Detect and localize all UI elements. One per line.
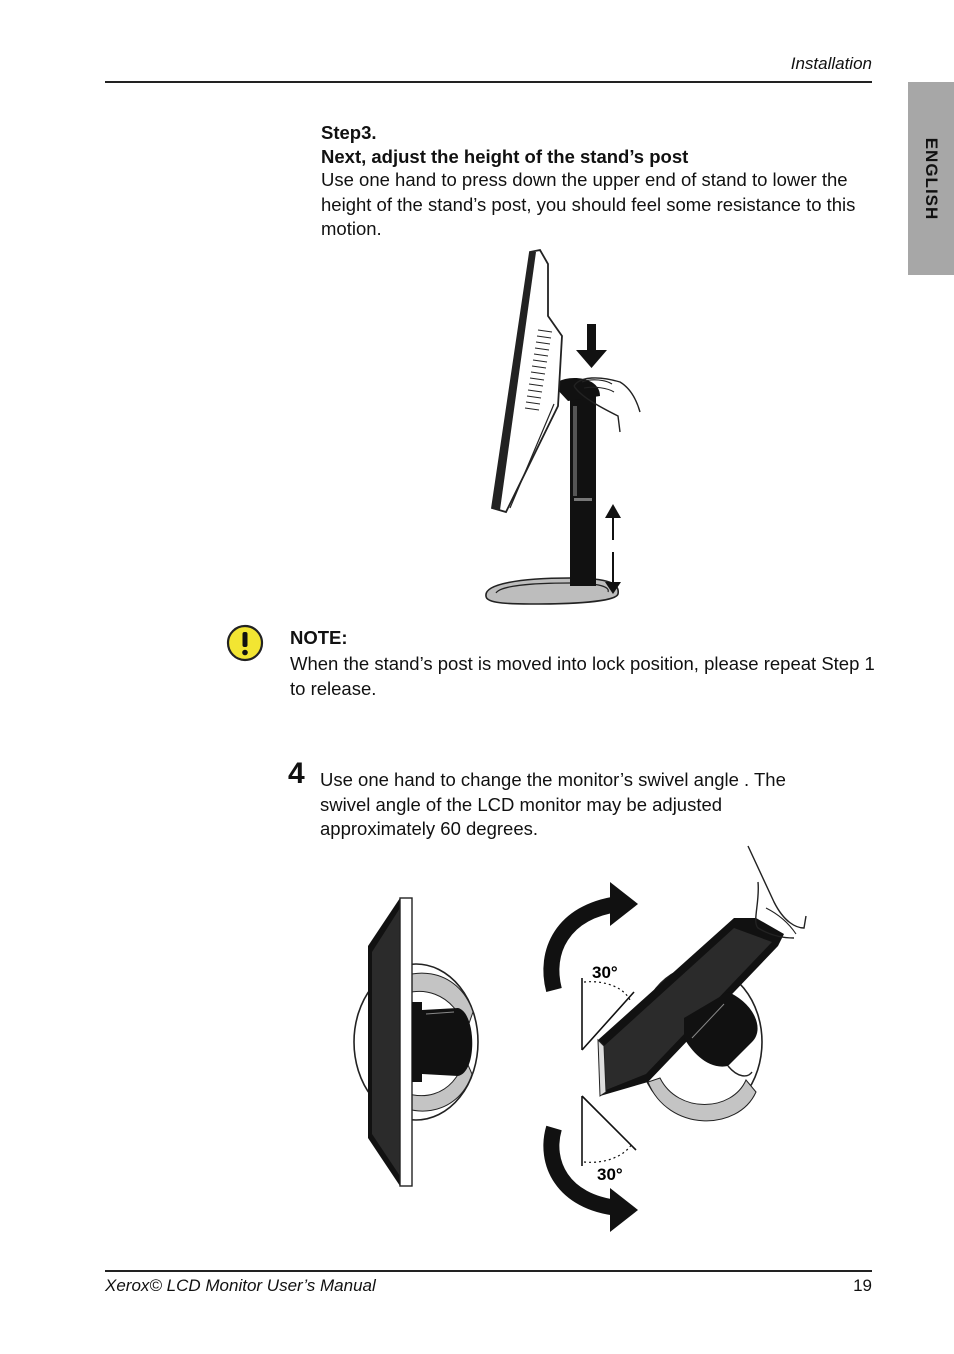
step3-title: Step3. — [321, 122, 377, 143]
page-number: 19 — [853, 1276, 872, 1295]
step4-body: Use one hand to change the monitor’s swivel angle . The swivel angle of the LCD monitor may be adjusted approximately 60 degrees. — [320, 769, 786, 839]
step3-body: Use one hand to press down the upper end of stand to lower the height of the stand’s post, you should feel some resistance to this motion. — [321, 169, 856, 239]
step4-number: 4 — [288, 757, 305, 790]
angle-label-bottom: 30° — [597, 1165, 623, 1184]
note-body: When the stand’s post is moved into lock position, please repeat Step 1 to release. — [290, 653, 875, 699]
header-rule — [105, 81, 872, 83]
language-tab — [908, 82, 954, 275]
stand-height-illustration — [470, 246, 660, 608]
step3-subtitle: Next, adjust the height of the stand’s post — [321, 146, 689, 167]
footer-manual-title: Xerox© LCD Monitor User’s Manual — [105, 1276, 376, 1295]
angle-label-top: 30° — [592, 963, 618, 982]
footer-rule — [105, 1270, 872, 1272]
language-tab-label: ENGLISH — [922, 137, 941, 220]
running-header: Installation — [790, 54, 872, 73]
note-label: NOTE: — [290, 627, 348, 648]
warning-icon — [225, 624, 265, 664]
swivel-angle-illustration — [348, 842, 814, 1232]
